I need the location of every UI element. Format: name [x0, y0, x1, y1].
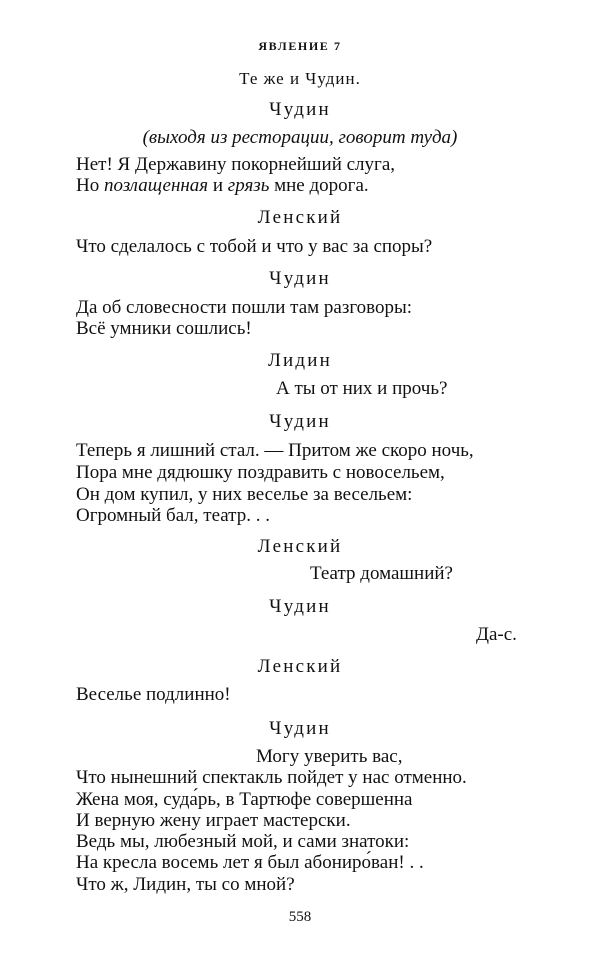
- verse-line: Огромный бал, театр. . .: [76, 505, 270, 526]
- verse-line: Что ж, Лидин, ты со мной?: [76, 874, 295, 895]
- verse-line: [76, 175, 369, 197]
- verse-line: Всё умники сошлись!: [76, 318, 252, 339]
- verse-line: Да об словесности пошли там разговоры:: [76, 297, 413, 318]
- verse-emphasis: грязь: [227, 175, 270, 196]
- verse-fragment: мне дорога.: [269, 175, 369, 196]
- verse-line: Веселье подлинно!: [76, 684, 231, 705]
- verse-line: Он дом купил, у них веселье за весельем:: [76, 484, 413, 505]
- speaker-name: Лидин: [267, 350, 333, 371]
- speaker-name: Чудин: [269, 411, 331, 432]
- cast-line: Те же и Чудин.: [239, 69, 361, 88]
- speaker-name: Чудин: [269, 596, 331, 617]
- verse-fragment: и: [208, 175, 228, 196]
- speaker-name: Ленский: [257, 656, 343, 677]
- verse-fragment: Но: [76, 175, 104, 196]
- verse-line: Ведь мы, любезный мой, и сами знатоки:: [76, 831, 410, 852]
- speaker-name: Чудин: [269, 268, 331, 289]
- verse-line: Теперь я лишний стал. — Притом же скоро ночь,: [76, 440, 474, 461]
- verse-line: На кресла восемь лет я был абониро́ван! . .: [76, 852, 424, 873]
- verse-line: Да-с.: [476, 624, 517, 645]
- speaker-name: Ленский: [257, 207, 343, 228]
- speaker-name: Чудин: [269, 718, 331, 739]
- speaker-name: Ленский: [257, 536, 343, 557]
- page-number: 558: [288, 909, 312, 925]
- verse-line: А ты от них и прочь?: [276, 378, 448, 399]
- speaker-name: Чудин: [269, 99, 331, 120]
- scene-title: ЯВЛЕНИЕ 7: [258, 39, 342, 53]
- verse-line: Театр домашний?: [310, 563, 453, 584]
- verse-emphasis: позлащенная: [103, 175, 209, 196]
- verse-line: Что нынешний спектакль пойдет у нас отменно.: [76, 767, 467, 788]
- verse-line: Жена моя, суда́рь, в Тартюфе совершенна: [76, 789, 413, 810]
- verse-line: Нет! Я Державину покорнейший слуга,: [76, 154, 396, 175]
- verse-line: Что сделалось с тобой и что у вас за споры?: [76, 236, 433, 257]
- stage-direction: (выходя из ресторации, говорит туда): [142, 127, 458, 148]
- verse-line: Могу уверить вас,: [256, 746, 403, 767]
- verse-line: Пора мне дядюшку поздравить с новосельем,: [76, 462, 445, 483]
- verse-line: И верную жену играет мастерски.: [76, 810, 351, 831]
